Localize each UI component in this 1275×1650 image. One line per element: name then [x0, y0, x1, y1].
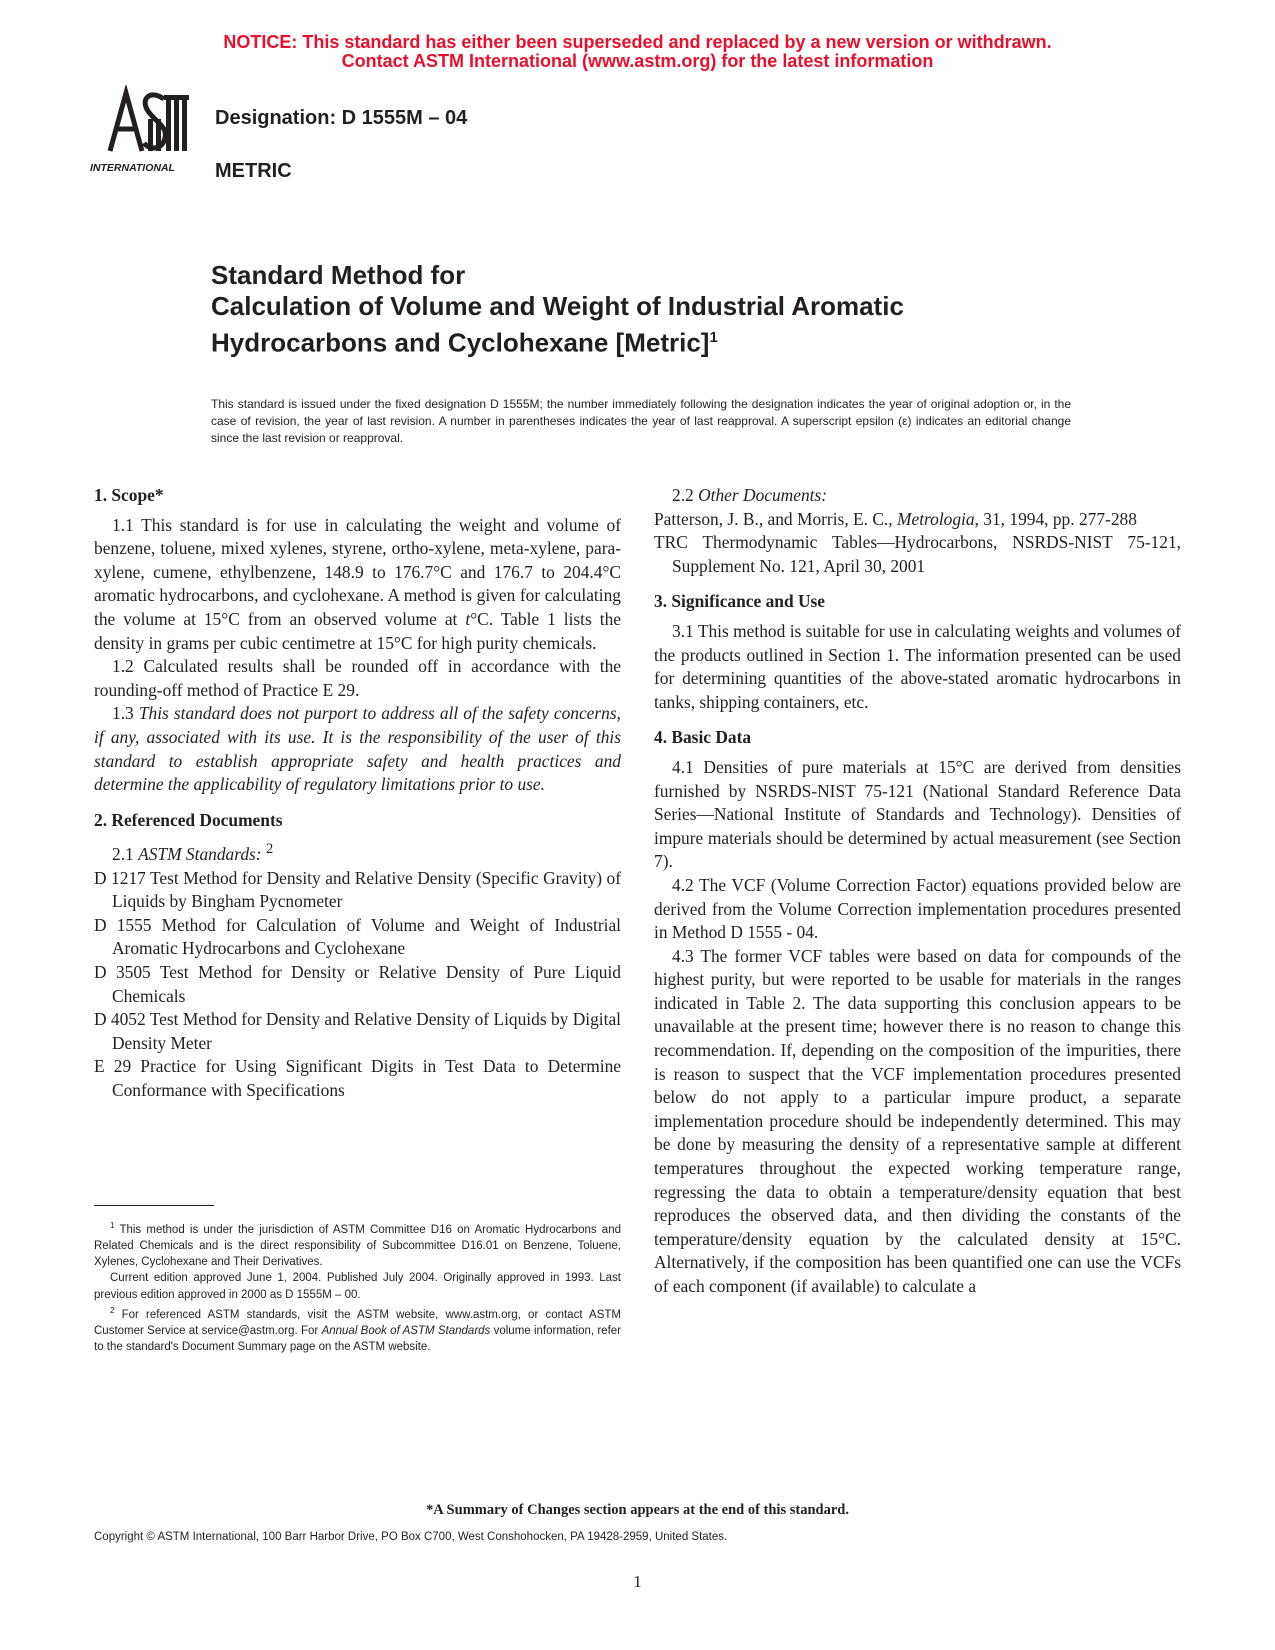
other-doc-item: Patterson, J. B., and Morris, E. C., Metrologia, 31, 1994, pp. 277-288 [654, 508, 1137, 529]
designation: Designation: D 1555M – 04 [215, 107, 468, 129]
notice-line-2: Contact ASTM International (www.astm.org) for the latest information [341, 51, 934, 71]
page-number: 1 [633, 1572, 642, 1591]
refdocs-2-2: 2.2 Other Documents: [672, 485, 828, 505]
refdoc-item: E 29 Practice for Using Significant Digits in Test Data to Determine Conformance with Specifications [94, 1056, 621, 1101]
refdocs-2-1: 2.1 ASTM Standards: $^2$ [112, 841, 274, 865]
scope-1-2: 1.2 Calculated results shall be rounded off in accordance with the rounding-off method of Practice E 29. [94, 656, 621, 700]
copyright: Copyright © ASTM International, 100 Barr Harbor Drive, PO Box C700, West Conshohocken, PA 19428-2959, United States. [94, 1531, 728, 1543]
right-column [654, 484, 1181, 1299]
section-refdocs-heading: 2. Referenced Documents [94, 809, 283, 830]
section-basic-data-heading: 4. Basic Data [654, 727, 752, 748]
title-line-1: Standard Method for [211, 260, 466, 290]
refdoc-item: D 3505 Test Method for Density or Relative Density of Pure Liquid Chemicals [94, 962, 621, 1006]
notice-line-1: NOTICE: This standard has either been superseded and replaced by a new version or withdrawn. [223, 32, 1052, 52]
footnote-1-edition: Current edition approved June 1, 2004. Published July 2004. Originally approved in 1993. Last previous edition approved in 2000 as D 1555M – 00. [94, 1272, 621, 1301]
issue-note: This standard is issued under the fixed designation D 1555M; the number immediately following the designation indicates the year of original adoption or, in the case of revision, the year of last revision. A number in parentheses indicates the year of last reapproval. A superscript epsilon (ε) indicates an editorial change since the last revision or reapproval. [211, 397, 1071, 445]
summary-of-changes-note: *A Summary of Changes section appears at the end of this standard. [426, 1502, 849, 1518]
basic-data-4-2: 4.2 The VCF (Volume Correction Factor) equations provided below are derived from the Volume Correction implementation procedures presented in Method D 1555 - 04. [654, 874, 1181, 943]
refdoc-item: D 1217 Test Method for Density and Relative Density (Specific Gravity) of Liquids by Bingham Pycnometer [94, 867, 621, 912]
footnote-divider [94, 1205, 214, 1206]
footnotes [94, 1218, 621, 1355]
logo-wordmark: INTERNATIONAL [90, 162, 175, 174]
refdoc-item: D 4052 Test Method for Density and Relative Density of Liquids by Digital Density Meter [94, 1009, 621, 1053]
left-column [94, 484, 621, 1103]
significance-3-1: 3.1 This method is suitable for use in calculating weights and volumes of the products outlined in Section 1. The information presented can be used for determining quantities of the above-stated aromatic hydrocarbons in tanks, shipping containers, etc. [654, 620, 1181, 712]
scope-1-1: 1.1 This standard is for use in calculating the weight and volume of benzene, toluene, mixed xylenes, styrene, ortho-xylene, meta-xylene, para-xylene, cumene, ethylbenzene, 148.9 to 176.7°C and 176.7 to 204.4°C aromatic hydrocarbons, and cyclohexane. A method is given for calculating the volume at 15°C from an observed volume at t°C. Table 1 lists the density in grams per cubic centimetre at 15°C for high purity chemicals. [94, 514, 621, 653]
other-doc-item: TRC Thermodynamic Tables—Hydrocarbons, NSRDS-NIST 75-121, Supplement No. 121, April 30, 2001 [654, 532, 1181, 576]
section-significance-heading: 3. Significance and Use [654, 591, 826, 612]
metric-label: METRIC [215, 160, 292, 182]
astm-logo [90, 85, 198, 175]
basic-data-4-3: 4.3 The former VCF tables were based on data for compounds of the highest purity, but were reported to be usable for materials in the ranges indicated in Table 2. The data supporting this conclusion appears to be unavailable at the present time; however there is no reason to change this recommendation. If, depending on the composition of the impurities, there is reason to suspect that the VCF implementation procedures presented below do not apply to a particular impure product, a separate implementation procedure should be independently determined. This may be done by measuring the density of a representative sample at different temperatures throughout the expected working temperature range, regressing the data to obtain a temperature/density equation that best reproduces the observed data, and then dividing the constants of the temperature/density equation by the calculated density at 15°C. Alternatively, if the composition has been quantified one can use the VCFs of each component (if available) to calculate a [654, 945, 1181, 1296]
scope-1-3: 1.3 This standard does not purport to address all of the safety concerns, if any, associated with its use. It is the responsibility of the user of this standard to establish appropriate safety and health practices and determine the applicability of regulatory limitations prior to use. [94, 703, 621, 795]
footnote-1: $^1$ This method is under the jurisdiction of ASTM Committee D16 on Aromatic Hydrocarbons and Related Chemicals and is the direct responsibility of Subcommittee D16.01 on Benzene, Toluene, Xylenes, Cyclohexane and Their Derivatives. [94, 1221, 621, 1269]
basic-data-4-1: 4.1 Densities of pure materials at 15°C are derived from densities furnished by NSRDS-NIST 75-121 (National Standard Reference Data Series—National Institute of Standards and Technology). Densities of impure materials should be determined by actual measurement (see Section 7). [654, 756, 1181, 872]
title-line-2: Calculation of Volume and Weight of Industrial Aromatic [211, 291, 904, 321]
section-scope-heading: 1. Scope* [94, 485, 164, 505]
title-line-3: Hydrocarbons and Cyclohexane [Metric]$^1$ [211, 327, 718, 358]
title-footnote-mark: 1 [709, 329, 718, 346]
document-title [211, 260, 904, 359]
refdoc-item: D 1555 Method for Calculation of Volume and Weight of Industrial Aromatic Hydrocarbons and Cyclohexane [94, 914, 621, 959]
footnote-2: $^2$ For referenced ASTM standards, visit the ASTM website, www.astm.org, or contact ASTM Customer Service at service@astm.org. For Annual Book of ASTM Standards volume information, refer to the standard's Document Summary page on the ASTM website. [94, 1305, 622, 1354]
withdrawal-notice [0, 33, 1275, 71]
